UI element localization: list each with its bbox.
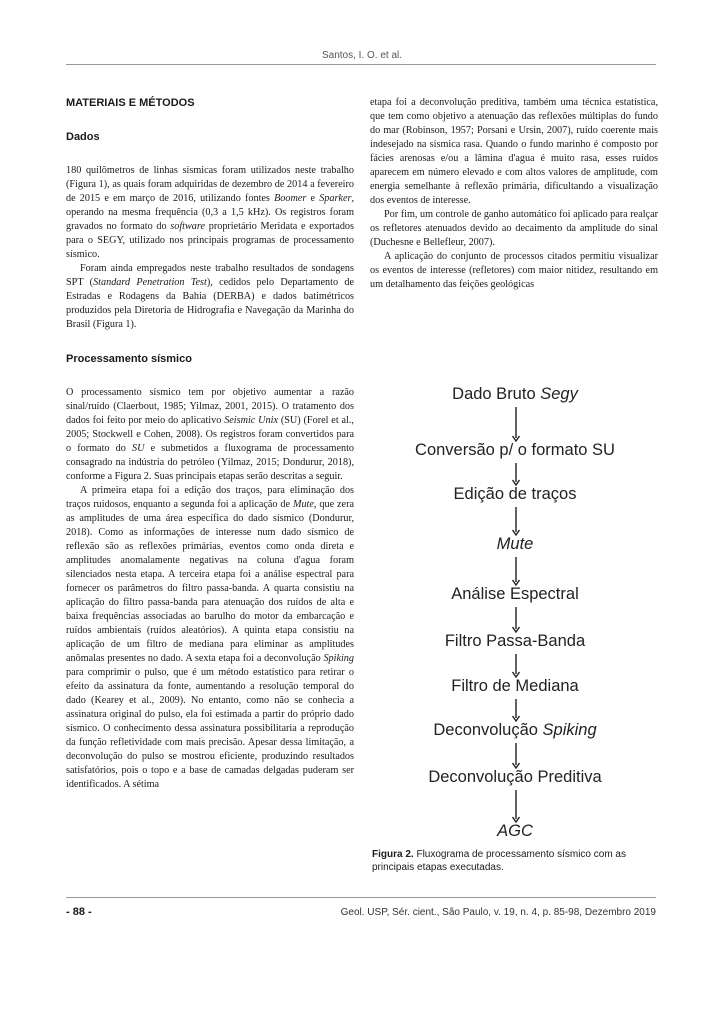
paragraph-dados-2: Foram ainda empregados neste trabalho resultados de sondagens SPT (Standard Penetration Test), cedidos pelo Departamento de Estradas e Rodagens da Bahia (DERBA) e dados batimétricos produzidos pela Diretoria de Hidrografia e Navegação da Marinha do Brasil (Figura 1). <box>66 263 354 330</box>
subsection-title-dados: Dados <box>66 131 100 143</box>
flowchart-arrow-7 <box>511 699 521 722</box>
page-number: - 88 - <box>66 906 92 918</box>
flowchart-step-3: Edição de traços <box>453 485 577 503</box>
journal-citation: Geol. USP, Sér. cient., São Paulo, v. 19, n. 4, p. 85-98, Dezembro 2019 <box>340 907 656 918</box>
section-title: MATERIAIS E MÉTODOS <box>66 97 195 109</box>
flowchart-step-9: Deconvolução Preditiva <box>428 768 602 786</box>
paragraph-right-2: Por fim, um controle de ganho automático foi aplicado para realçar os refletores atenuados devido ao decaimento da amplitude do sinal (Duchesne e Bellefleur, 2007). <box>370 209 658 248</box>
paragraph-dados-1: 180 quilômetros de linhas sísmicas foram utilizados neste trabalho (Figura 1), as quais foram adquiridas de dezembro de 2014 a fevereiro de 2015 e em março de 2016, utilizando fontes Boomer e Sparker, operando na mesma frequência (0,3 a 1,5 kHz). Os registros foram gravados no formato do software proprietário Meridata e exportados para o SEGY, utilizado nos principais programas de processamento sísmico. <box>66 165 354 260</box>
flowchart-arrow-8 <box>511 743 521 769</box>
subsection-title-processamento: Processamento sísmico <box>66 353 192 365</box>
figure-caption-text: Fluxograma de processamento sísmico com as principais etapas executadas. <box>372 849 626 873</box>
flowchart-step-1: Dado Bruto Segy <box>452 385 578 403</box>
flowchart-arrow-5 <box>511 607 521 633</box>
figure-caption <box>372 848 662 874</box>
flowchart-step-5: Análise Espectral <box>451 585 579 603</box>
flowchart-step-7: Filtro de Mediana <box>451 677 579 695</box>
flowchart-step-6: Filtro Passa-Banda <box>444 632 586 650</box>
flowchart-step-8: Deconvolução Spiking <box>433 721 597 739</box>
flowchart-arrow-9 <box>511 790 521 823</box>
flowchart-arrow-1 <box>511 407 521 442</box>
paragraph-right-1: etapa foi a deconvolução preditiva, também uma técnica estatística, que tem como objetivo a atenuação das reflexões múltiplas do fundo do mar (Robinson, 1957; Porsani e Ursin, 2007), ruído coerente mais indesejado na sísmica rasa. Quando o fundo marinho é composto por fácies arenosas e/ou a lâmina d'agua é muito rasa, esses ruídos aparecem em número elevado e com altos valores de amplitude, com energia semelhante à reflexão primária, dificultando a visualização dos eventos de interesse. <box>370 97 658 206</box>
flowchart-arrow-4 <box>511 557 521 586</box>
flowchart-step-4: Mute <box>496 535 534 553</box>
flowchart-arrow-3 <box>511 507 521 536</box>
flowchart-arrow-6 <box>511 654 521 678</box>
paragraph-processamento-1: O processamento sísmico tem por objetivo aumentar a razão sinal/ruído (Claerbout, 1985; Yilmaz, 2001, 2015). O tratamento dos dados foi feito por meio do aplicativo Seismic Unix (SU) (Forel et al., 2005; Stockwell e Cohen, 2008). Os registros foram convertidos para o formato do SU e submetidos a fluxograma de processamento consagrado na indústria do petróleo (Yilmaz, 2015; Dondurur, 2018), conforme a Figura 2. Suas principais etapas serão descritas a seguir. <box>66 387 354 482</box>
figure-label: Figura 2. <box>372 849 414 860</box>
flowchart-arrow-2 <box>511 463 521 486</box>
paragraph-processamento-2: A primeira etapa foi a edição dos traços, para eliminação dos traços ruidosos, enquanto a segunda foi a aplicação de Mute, que zera as amplitudes de uma área específica do dado sísmico (Dondurur, 2018). Como as informações de interesse num dado sísmico de reflexão são as reflexões primárias, eventos como onda direta e amplitudes anomalamente negativas na coluna d'agua foram silenciados nesta etapa. A terceira etapa foi a análise espectral para fornecer os parâmetros do filtro passa-banda. A quarta consistiu na aplicação do filtro passa-banda para atenuação dos ruídos de alta e baixa frequências associadas ao barulho do motor da embarcação e ruídos ambientais (ruídos aleatórios). A quinta etapa consistiu na aplicação de um filtro de mediana para eliminar as amplitudes anômalas presentes no dado. A sexta etapa foi a deconvolução Spiking para comprimir o pulso, que é um método estatístico para retirar o efeito da assinatura da fonte, aumentando a resolução temporal do dado (Kearey et al., 2009). No entanto, como não se conhecia a assinatura original do pulso, ela foi estimada a partir do próprio dado sísmico. O conhecimento dessa assinatura possibilitaria a reprodução da função refletividade com mais precisão. Apesar dessa limitação, a deconvolução do pulso se mostrou eficiente, produzindo resultados satisfatórios, pois o topo e a base de camadas delgadas puderam ser identificados. A sétima <box>66 485 354 790</box>
header-rule <box>66 64 656 65</box>
paragraph-right-3: A aplicação do conjunto de processos citados permitiu visualizar os eventos de interesse (refletores) com maior nitidez, resultando em um detalhamento das feições geológicas <box>370 251 658 290</box>
flowchart-step-2: Conversão p/ o formato SU <box>415 441 615 459</box>
running-header: Santos, I. O. et al. <box>321 50 403 61</box>
footer-rule <box>66 897 656 898</box>
right-column <box>370 96 658 292</box>
flowchart-step-10: AGC <box>497 822 533 840</box>
left-column <box>66 96 354 792</box>
